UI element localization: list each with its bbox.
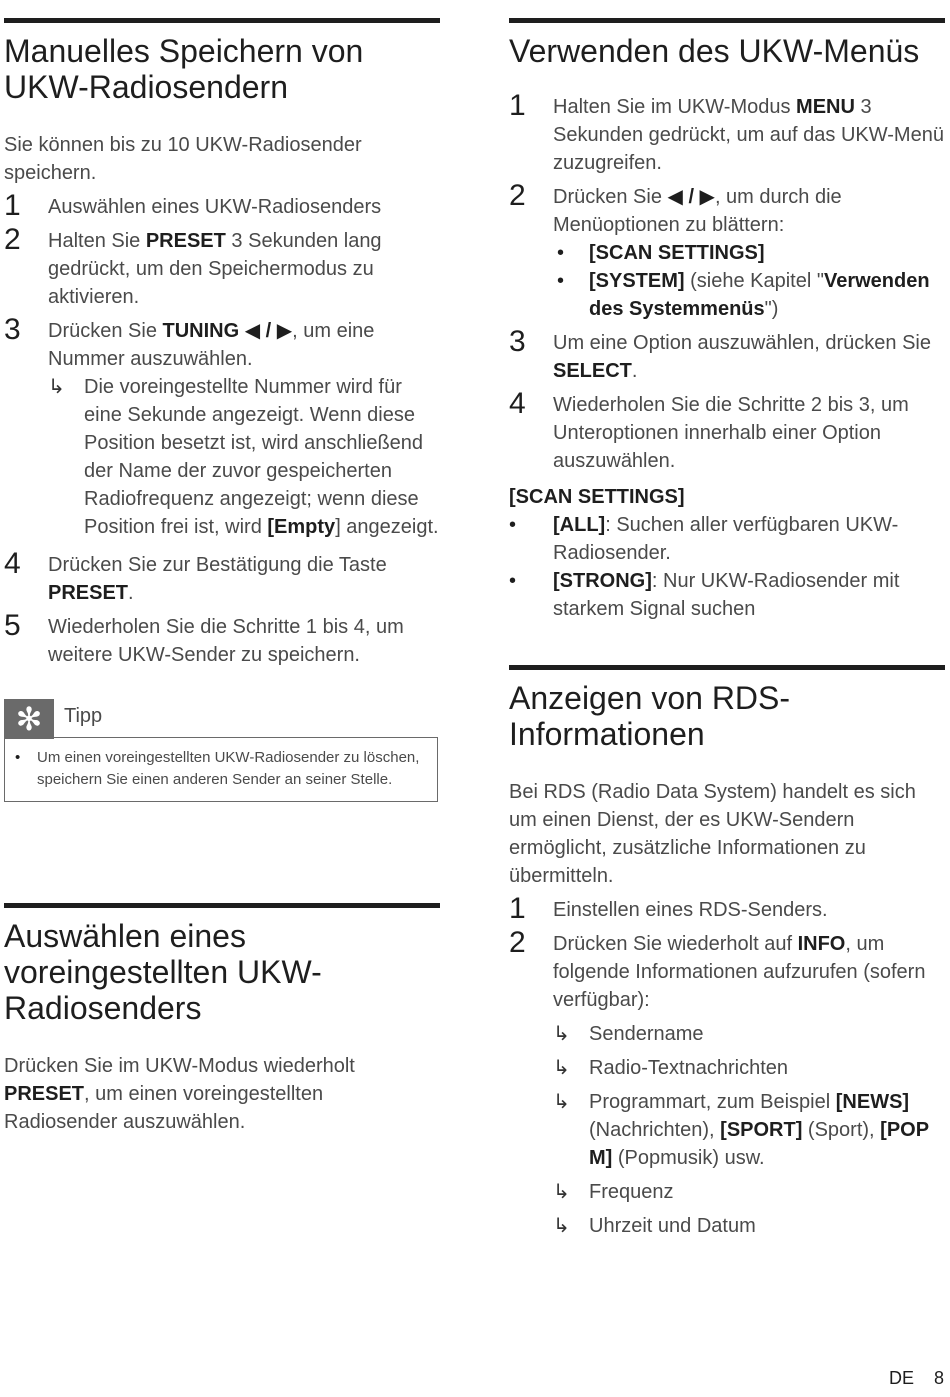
rds-step-2: 2 Drücken Sie wiederholt auf INFO, um folgende Informationen aufzurufen (sofern verfügbar): ↳ Sendername ↳ Radio-Textnachrichten ↳ Programmart, zum Beispiel [NEWS] (Nachrichten), [SPORT] (Sport), [POP M] (Popmusik) usw. ↳ Frequenz ↳ Uhrzeit und Datum: [509, 930, 945, 1240]
arrow-icon: ↳: [553, 1023, 570, 1045]
scan-settings-heading: [SCAN SETTINGS]: [509, 486, 685, 508]
left-column: [4, 18, 440, 1136]
section-rule: [509, 665, 945, 670]
menu-steps-list: [509, 89, 945, 475]
preset-body: Drücken Sie im UKW-Modus wiederholt PRESET, um einen voreingestellten Radiosender auszuwählen.: [4, 1055, 355, 1133]
rds-intro: Bei RDS (Radio Data System) handelt es sich um einen Dienst, der es UKW-Sendern ermöglicht, zusätzliche Informationen zu übermitteln.: [509, 781, 916, 887]
rds-result-text: ↳ Radio-Textnachrichten: [553, 1054, 945, 1082]
section-rule: [509, 18, 945, 23]
menu-step-1: 1 Halten Sie im UKW-Modus MENU 3 Sekunden gedrückt, um auf das UKW-Menü zuzugreifen.: [509, 89, 944, 174]
arrow-icon: ↳: [553, 1091, 570, 1113]
rds-step-1: 1 Einstellen eines RDS-Senders.: [509, 892, 828, 925]
bullet-icon: •: [509, 570, 517, 592]
step-4: 4 Drücken Sie zur Bestätigung die Taste PRESET.: [4, 547, 387, 604]
tip-frame: [4, 737, 438, 802]
menu-step-3: 3 Um eine Option auszuwählen, drücken Sie SELECT.: [509, 325, 931, 382]
tip-item: • Um einen voreingestellten UKW-Radiosender zu löschen, speichern Sie einen anderen Sender an seiner Stelle.: [15, 749, 420, 788]
tip-icon: ✻: [4, 699, 54, 739]
section-title-select-preset: Auswählen eines voreingestellten UKW-Radiosenders: [4, 918, 322, 1026]
tip-label: Tipp: [64, 705, 103, 727]
bullet-icon: •: [557, 270, 565, 292]
section-rule: [4, 903, 440, 908]
intro-text: Sie können bis zu 10 UKW-Radiosender speichern.: [4, 134, 362, 184]
arrow-icon: ↳: [553, 1181, 570, 1203]
rds-steps-list: [509, 892, 945, 1240]
step-3: 3 Drücken Sie TUNING ◀ / ▶, um eine Nummer auszuwählen. ↳ Die voreingestellte Nummer wird für eine Sekunde angezeigt. Wenn diese Position besetzt ist, wird anschließend der Name der zuvor gespeicherten Radiofrequenz angezeigt; wenn diese Position frei ist, wird [Empty] angezeigt.: [4, 317, 440, 541]
menu-step-4: 4 Wiederholen Sie die Schritte 2 bis 3, um Unteroptionen innerhalb einer Option auszuwählen.: [509, 387, 909, 472]
arrow-icon: ↳: [48, 376, 65, 398]
menu-step-2: 2 Drücken Sie ◀ / ▶, um durch die Menüoptionen zu blättern: • [SCAN SETTINGS] • [SYSTEM] (siehe Kapitel "Verwenden des Systemmenüs"): [509, 183, 945, 323]
step-1: 1 Auswählen eines UKW-Radiosenders: [4, 189, 382, 222]
scan-option-all: • [ALL]: Suchen aller verfügbaren UKW-Radiosender.: [509, 511, 945, 567]
rds-result-station: ↳ Sendername: [553, 1020, 945, 1048]
arrow-icon: ↳: [553, 1215, 570, 1237]
rds-result-time-date: ↳ Uhrzeit und Datum: [553, 1212, 945, 1240]
menu-option-system: • [SYSTEM] (siehe Kapitel "Verwenden des Systemmenüs"): [553, 267, 945, 323]
language-code: DE: [888, 1368, 914, 1388]
step-2: 2 Halten Sie PRESET 3 Sekunden lang gedrückt, um den Speichermodus zu aktivieren.: [4, 223, 382, 308]
menu-option-scan: • [SCAN SETTINGS]: [553, 239, 945, 267]
section-title-rds: Anzeigen von RDS-Informationen: [509, 680, 791, 752]
page-footer: [869, 1368, 944, 1389]
bullet-icon: •: [15, 749, 21, 766]
rds-result-frequency: ↳ Frequenz: [553, 1178, 945, 1206]
arrow-icon: ↳: [553, 1057, 570, 1079]
step-3-result: ↳ Die voreingestellte Nummer wird für eine Sekunde angezeigt. Wenn diese Position besetzt ist, wird anschließend der Name der zuvor gespeicherten Radiofrequenz angezeigt; wenn diese Position frei ist, wird [Empty] angezeigt.: [48, 373, 440, 541]
section-title-manual-store: Manuelles Speichern von UKW-Radiosendern: [4, 33, 364, 105]
scan-option-strong: • [STRONG]: Nur UKW-Radiosender mit starkem Signal suchen: [509, 567, 945, 623]
rds-result-program-type: ↳ Programmart, zum Beispiel [NEWS] (Nachrichten), [SPORT] (Sport), [POP M] (Popmusik) usw.: [553, 1088, 945, 1172]
section-title-fm-menu: Verwenden des UKW-Menüs: [509, 33, 920, 69]
page-number: 8: [933, 1368, 944, 1388]
right-column: [509, 18, 945, 1246]
bullet-icon: •: [509, 514, 517, 536]
tip-box: [4, 699, 440, 829]
steps-list: [4, 189, 440, 669]
bullet-icon: •: [557, 242, 565, 264]
section-rule: [4, 18, 440, 23]
step-5: 5 Wiederholen Sie die Schritte 1 bis 4, um weitere UKW-Sender zu speichern.: [4, 609, 404, 666]
